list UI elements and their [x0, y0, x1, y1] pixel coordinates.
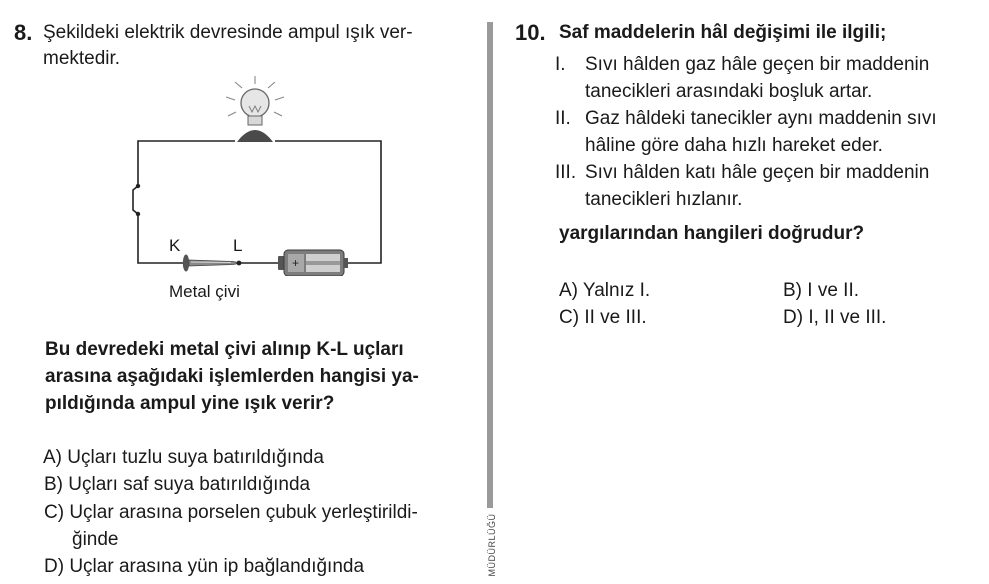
statement-ii-number: II. [555, 108, 571, 129]
statement-iii-line-1: Sıvı hâlden katı hâle geçen bir maddenin [585, 162, 930, 183]
question-8-number: 8. [14, 20, 33, 45]
circuit-wire-top-left [138, 141, 235, 186]
statement-iii-line-2: tanecikleri hızlanır. [585, 189, 743, 210]
switch-icon [133, 186, 138, 214]
terminal-l-label: L [233, 236, 243, 255]
question-10-option-b[interactable]: B) I ve II. [783, 280, 860, 301]
question-10-title: Saf maddelerin hâl değişimi ile ilgili; [559, 22, 887, 43]
question-8-option-b[interactable]: B) Uçları saf suya batırıldığında [44, 474, 311, 495]
light-bulb-icon [226, 76, 284, 142]
question-8-option-c-continued: ğinde [72, 529, 119, 550]
question-8-prompt-line-1: Bu devredeki metal çivi alınıp K-L uçları [45, 339, 404, 360]
circuit-wire-right [275, 141, 381, 263]
switch-contact-top [136, 184, 140, 188]
question-8-option-d[interactable]: D) Uçlar arasına yün ip bağlandığında [44, 556, 365, 577]
question-8-prompt-line-3: pıldığında ampul yine ışık verir? [45, 393, 335, 414]
svg-text:+: + [292, 256, 300, 270]
statement-i-number: I. [555, 54, 566, 75]
side-label: MÜDÜRLÜĞÜ [487, 513, 497, 577]
question-8-stem-line-2: mektedir. [43, 48, 121, 69]
battery-icon [278, 250, 348, 276]
column-divider [487, 22, 493, 508]
question-8-option-a[interactable]: A) Uçları tuzlu suya batırıldığında [43, 447, 324, 468]
question-10-number: 10. [515, 20, 546, 45]
statement-iii-number: III. [555, 162, 577, 183]
question-8-stem-line-1: Şekildeki elektrik devresinde ampul ışık ver- [43, 22, 413, 43]
statement-i-line-2: tanecikleri arasındaki boşluk artar. [585, 81, 873, 102]
question-10-option-a[interactable]: A) Yalnız I. [559, 280, 651, 301]
question-10-prompt: yargılarından hangileri doğrudur? [559, 223, 865, 244]
statement-ii-line-2: hâline göre daha hızlı hareket eder. [585, 135, 883, 156]
question-8-prompt-line-2: arasına aşağıdaki işlemlerden hangisi ya- [45, 366, 419, 387]
statement-i-line-1: Sıvı hâlden gaz hâle geçen bir maddenin [585, 54, 930, 75]
statement-ii-line-1: Gaz hâldeki tanecikler aynı maddenin sıvı [585, 108, 937, 129]
circuit-diagram [125, 76, 395, 276]
terminal-k-label: K [169, 236, 181, 255]
nail-caption: Metal çivi [169, 282, 240, 301]
question-10-option-d[interactable]: D) I, II ve III. [783, 307, 887, 328]
question-8-option-c[interactable]: C) Uçlar arasına porselen çubuk yerleştirildi- [44, 502, 418, 523]
question-10-option-c[interactable]: C) II ve III. [559, 307, 647, 328]
metal-nail-icon [183, 255, 242, 272]
